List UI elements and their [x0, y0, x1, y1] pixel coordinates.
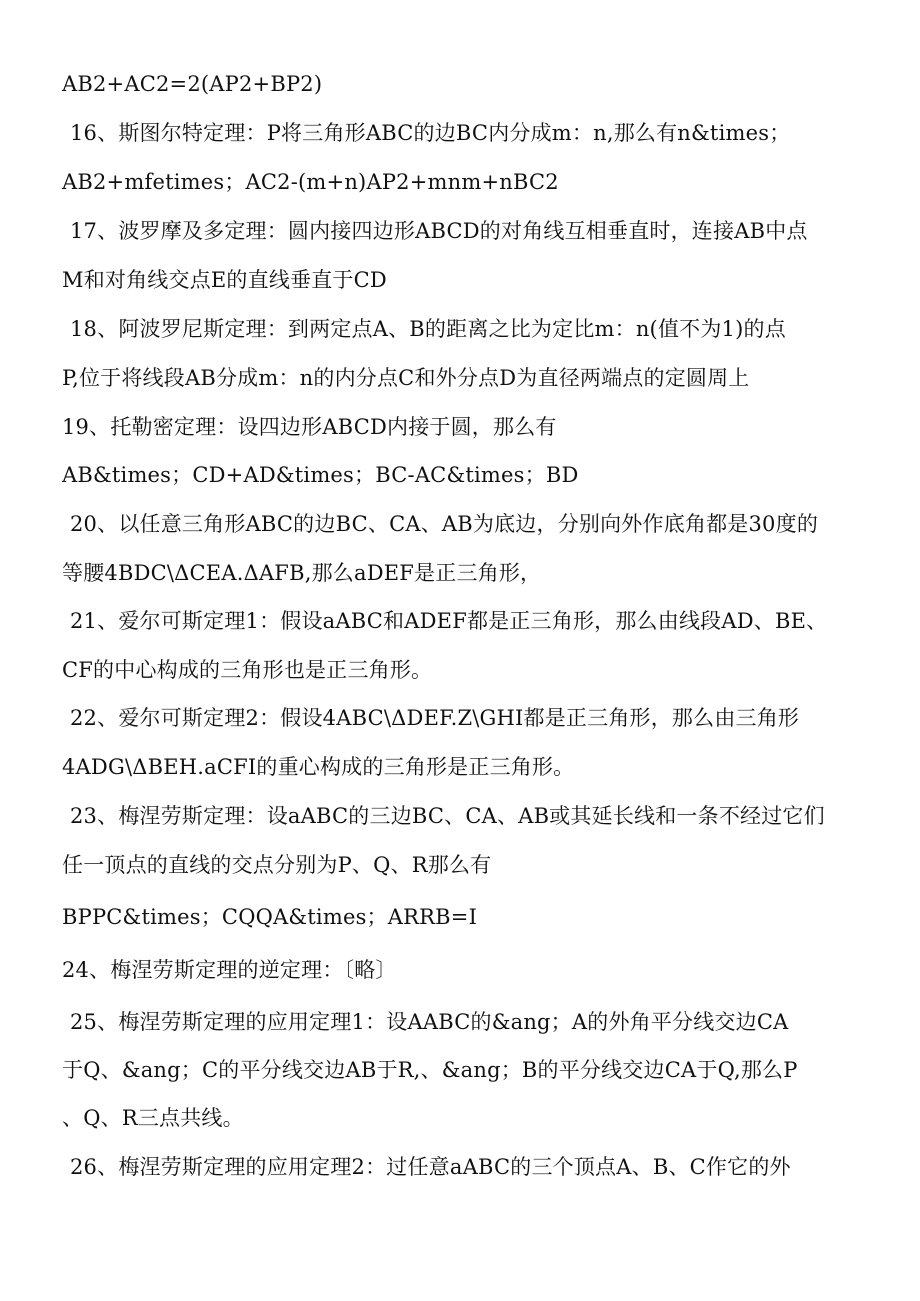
text-line-1: AB2+AC2=2(AP2+BP2) [62, 72, 323, 96]
text-line-16: 23、梅涅劳斯定理：设aABC的三边BC、CA、AB或其延长线和一条不经过它们 [70, 804, 825, 828]
text-line-6: 18、阿波罗尼斯定理：到两定点A、B的距离之比为定比m：n(值不为1)的点 [70, 317, 786, 341]
text-line-10: 20、以任意三角形ABC的边BC、CA、AB为底边，分别向外作底角都是30度的 [70, 512, 819, 536]
text-line-5: M和对角线交点E的直线垂直于CD [62, 268, 387, 292]
text-line-15: 4ADG\ΔBEH.aCFI的重心构成的三角形是正三角形。 [62, 755, 575, 779]
text-line-8: 19、托勒密定理：设四边形ABCD内接于圆，那么有 [62, 415, 557, 439]
text-line-23: 26、梅涅劳斯定理的应用定理2：过任意aABC的三个顶点A、B、C作它的外 [70, 1155, 791, 1179]
text-line-14: 22、爱尔可斯定理2：假设4ABC\ΔDEF.Z\GHI都是正三角形，那么由三角形 [70, 706, 800, 730]
text-line-11: 等腰4BDC\ΔCEA.ΔAFB,那么aDEF是正三角形， [62, 561, 542, 585]
text-line-18: BPPC&times；CQQA&times；ARRB=I [62, 905, 478, 929]
text-line-7: P,位于将线段AB分成m：n的内分点C和外分点D为直径两端点的定圆周上 [62, 366, 750, 390]
text-line-20: 25、梅涅劳斯定理的应用定理1：设AABC的&ang；A的外角平分线交边CA [70, 1010, 789, 1034]
text-line-19: 24、梅涅劳斯定理的逆定理：〔略〕 [62, 958, 397, 982]
text-line-21: 于Q、&ang；C的平分线交边AB于R,、&ang；B的平分线交边CA于Q,那么P [62, 1058, 798, 1082]
text-line-12: 21、爱尔可斯定理1：假设aABC和ADEF都是正三角形，那么由线段AD、BE、 [70, 609, 828, 633]
text-line-22: 、Q、R三点共线。 [62, 1106, 244, 1130]
text-line-13: CF的中心构成的三角形也是正三角形。 [62, 658, 433, 682]
text-line-2: 16、斯图尔特定理：P将三角形ABC的边BC内分成m：n,那么有n&times； [70, 121, 791, 145]
text-line-9: AB&times；CD+AD&times；BC-AC&times；BD [62, 463, 579, 487]
text-line-3: AB2+mfetimes；AC2-(m+n)AP2+mnm+nBC2 [62, 170, 559, 194]
text-line-4: 17、波罗摩及多定理：圆内接四边形ABCD的对角线互相垂直时，连接AB中点 [70, 219, 808, 243]
text-line-17: 任一顶点的直线的交点分别为P、Q、R那么有 [62, 853, 492, 877]
